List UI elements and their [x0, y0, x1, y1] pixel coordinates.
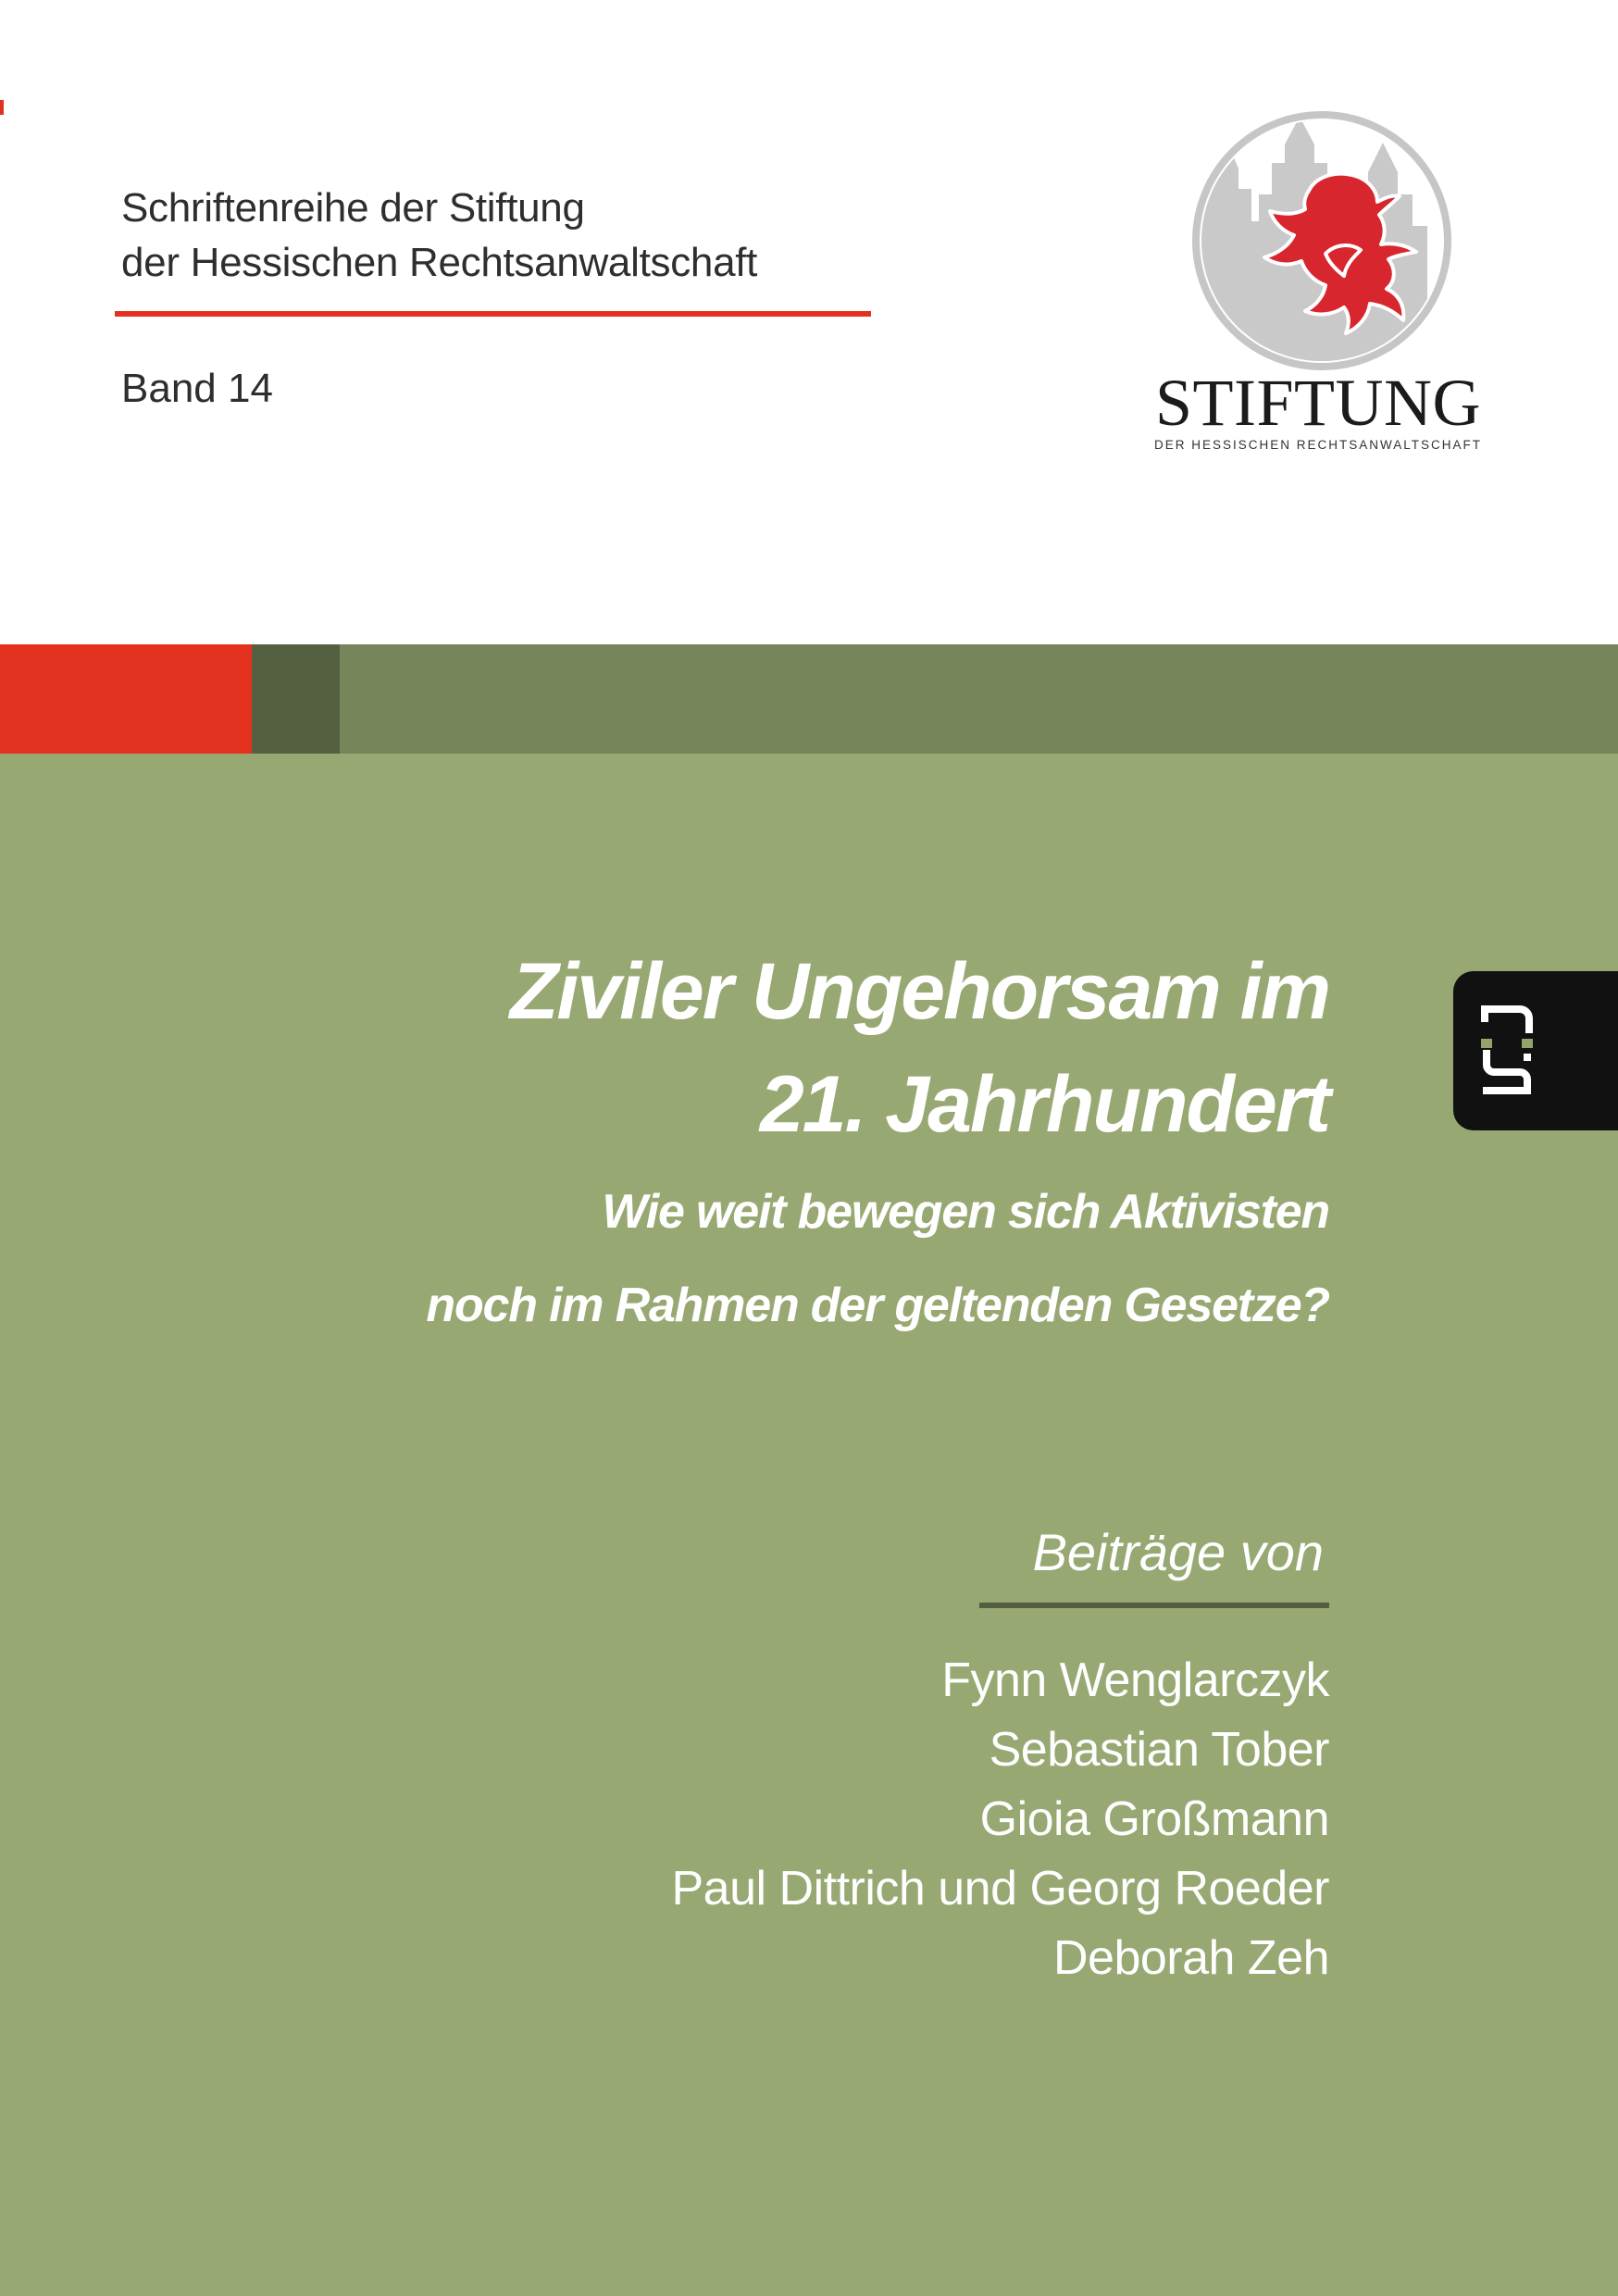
- book-subtitle-line-1: Wie weit bewegen sich Aktivisten: [602, 1185, 1329, 1239]
- author-name: Sebastian Tober: [989, 1723, 1329, 1777]
- contributors-divider: [979, 1603, 1329, 1608]
- edge-mark: [0, 100, 4, 115]
- foundation-logo: [1137, 106, 1500, 467]
- book-subtitle-line-2: noch im Rahmen der geltenden Gesetze?: [426, 1279, 1329, 1332]
- book-title: [311, 935, 1329, 1161]
- author-list: [496, 1646, 1329, 1993]
- contributors-heading: Beiträge von: [1032, 1523, 1324, 1581]
- book-title-line-1: Ziviler Ungehorsam im: [509, 947, 1329, 1036]
- accent-stripe-olive: [340, 644, 1618, 754]
- series-title-line-2: der Hessischen Rechtsanwaltschaft: [121, 240, 758, 285]
- volume-number: Band 14: [121, 366, 273, 411]
- author-name: Deborah Zeh: [1052, 1931, 1329, 1985]
- lion-emblem-icon: [1187, 106, 1457, 376]
- series-title-line-1: Schriftenreihe der Stiftung: [121, 185, 585, 231]
- book-subtitle: [265, 1166, 1329, 1353]
- logo-wordmark: STIFTUNG: [1154, 366, 1481, 440]
- cover-header: [0, 0, 1618, 644]
- author-name: Gioia Großmann: [979, 1792, 1329, 1846]
- logo-subline: DER HESSISCHEN RECHTSANWALTSCHAFT: [1153, 438, 1483, 452]
- publisher-logo-icon: [1481, 1004, 1533, 1098]
- accent-stripe-red: [0, 644, 252, 754]
- author-name: Fynn Wenglarczyk: [941, 1653, 1329, 1707]
- book-title-line-2: 21. Jahrhundert: [759, 1060, 1329, 1149]
- publisher-tab: [1453, 971, 1618, 1130]
- series-divider: [115, 311, 871, 317]
- accent-stripe-dark: [252, 644, 340, 754]
- author-name: Paul Dittrich und Georg Roeder: [671, 1862, 1329, 1915]
